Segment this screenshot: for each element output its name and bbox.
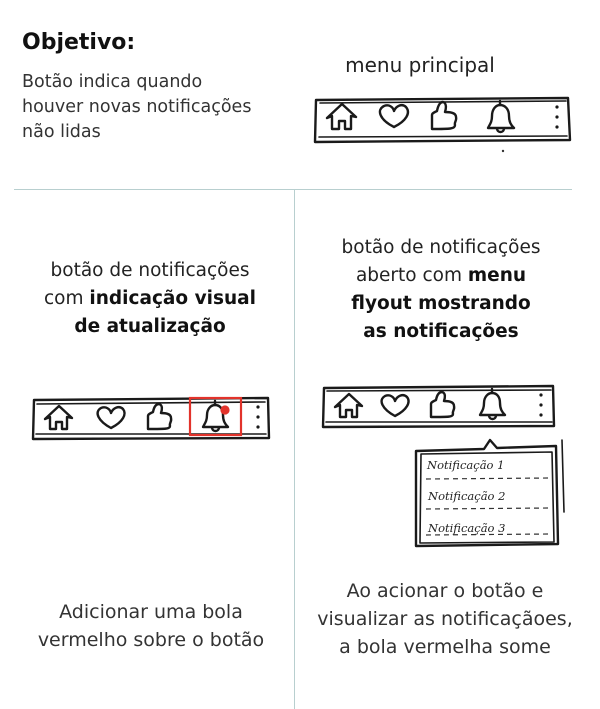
heart-icon[interactable]	[98, 407, 125, 428]
caption-line	[10, 285, 290, 313]
goal-line: Botão indica quando	[22, 72, 203, 92]
flyout-item[interactable]: Notificação 3	[428, 521, 506, 535]
bell-icon[interactable]	[488, 101, 514, 132]
caption-bold: as notificações	[363, 321, 519, 342]
caption-line: botão de notificações	[341, 237, 541, 258]
heart-icon[interactable]	[382, 395, 409, 416]
right-caption	[300, 234, 582, 346]
caption-line	[300, 290, 582, 318]
notification-dot	[220, 405, 229, 414]
text-line: visualizar as notificaçãoes,	[317, 608, 573, 630]
goal-line: não lidas	[22, 122, 101, 142]
text-line: a bola vermelha some	[339, 636, 551, 658]
flyout-item[interactable]: Notificação 2	[428, 489, 506, 503]
caption-line	[300, 262, 582, 290]
home-icon[interactable]	[45, 406, 72, 429]
main-menu-sketch	[310, 92, 580, 154]
horizontal-divider	[14, 189, 572, 190]
caption-bold: de atualização	[74, 316, 226, 337]
caption-line	[10, 313, 290, 341]
flyout-item[interactable]: Notificação 1	[427, 458, 505, 472]
text-line: Ao acionar o botão e	[346, 580, 544, 602]
caption-line: botão de notificações	[50, 260, 250, 281]
thumbs-up-icon[interactable]	[148, 404, 171, 429]
caption-bold: indicação visual	[89, 288, 256, 309]
caption-text: aberto com	[355, 265, 468, 286]
caption-bold: menu	[467, 265, 527, 286]
caption-line	[300, 318, 582, 346]
page-title: Objetivo:	[22, 30, 136, 55]
menu-with-indicator-sketch	[28, 392, 278, 450]
home-icon[interactable]	[327, 104, 356, 129]
caption-bold: flyout mostrando	[351, 293, 531, 314]
goal-line: houver novas notificações	[22, 97, 252, 117]
menu-with-flyout-sketch	[318, 380, 588, 550]
left-caption	[10, 257, 290, 341]
left-bottom-text	[6, 598, 296, 654]
caption-text: com	[44, 288, 90, 309]
thumbs-up-icon[interactable]	[432, 102, 456, 129]
text-line: vermelho sobre o botão	[37, 629, 265, 651]
right-bottom-text	[300, 577, 590, 661]
goal-description	[22, 70, 312, 145]
main-menu-label: menu principal	[345, 53, 495, 77]
more-vertical-icon[interactable]	[256, 405, 259, 428]
text-line: Adicionar uma bola	[59, 601, 243, 623]
bell-icon[interactable]	[480, 389, 505, 419]
home-icon[interactable]	[335, 394, 362, 417]
more-vertical-icon[interactable]	[539, 393, 542, 416]
more-vertical-icon[interactable]	[555, 105, 558, 128]
thumbs-up-icon[interactable]	[431, 392, 454, 417]
heart-icon[interactable]	[380, 105, 408, 127]
